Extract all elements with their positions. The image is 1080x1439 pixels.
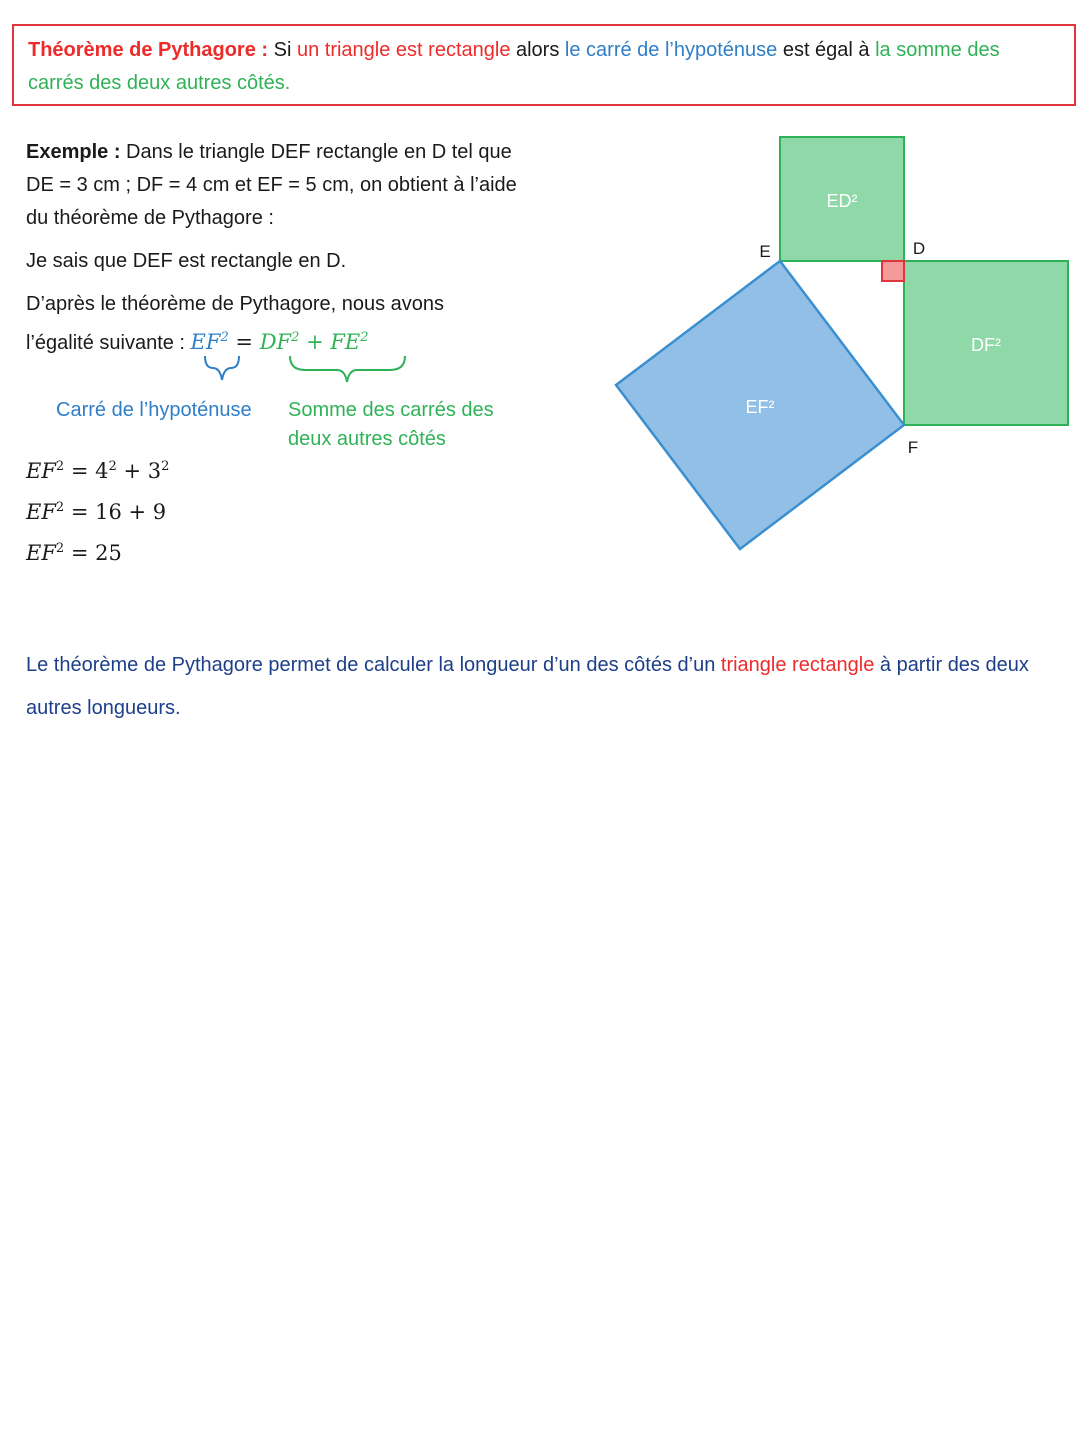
example-line-5: D’après le théorème de Pythagore, nous avons (26, 293, 445, 315)
brace-label-sum-2: deux autres côtés (288, 428, 446, 450)
theorem-title: Théorème de Pythagore : (28, 39, 269, 61)
example-line-2: DE = 3 cm ; DF = 4 cm et EF = 5 cm, on obtient à l’aide (26, 174, 517, 196)
conclusion-text-2: à partir des deux autres longueurs. (26, 654, 1029, 719)
brace-sum (290, 356, 405, 382)
theorem-sum-squares: la somme des carrés des deux autres côtés. (28, 39, 1000, 94)
example-intro: Dans le triangle DEF rectangle en D tel que (120, 141, 512, 163)
conclusion-triangle: triangle rectangle (720, 654, 875, 676)
vertex-f: F (907, 438, 919, 457)
label-df2: DF² (971, 335, 1001, 355)
theorem-box (12, 24, 1076, 106)
vertex-d: D (912, 239, 926, 258)
example-line-3: du théorème de Pythagore : (26, 207, 274, 229)
right-angle-marker (882, 261, 904, 281)
example-line-1 (26, 136, 512, 169)
calc-line-3: $EF^2 = 25$ (26, 541, 122, 565)
calc-line-2: $EF^2 = 16 + 9$ (26, 500, 167, 524)
conclusion-text-1: Le théorème de Pythagore permet de calculer la longueur d’un des côtés d’un (26, 654, 721, 676)
example-line-4: Je sais que DEF est rectangle en D. (26, 250, 347, 272)
example-label: Exemple : (26, 141, 121, 163)
theorem-hypotenuse-square: le carré de l’hypoténuse (564, 39, 778, 61)
theorem-text-2: alors (510, 39, 565, 61)
eq-right: $DF^2 + FE^2$ (259, 330, 369, 354)
brace-hypotenuse (205, 356, 239, 380)
theorem-text-3: est égal à (777, 39, 876, 61)
eq-equals: = (228, 330, 260, 354)
brace-label-hypotenuse: Carré de l’hypoténuse (56, 399, 252, 421)
theorem-condition: un triangle est rectangle (296, 39, 511, 61)
theorem-text-1: Si (268, 39, 297, 61)
conclusion (26, 644, 1071, 730)
pythagoras-figure (600, 125, 1080, 565)
vertex-e: E (759, 242, 771, 261)
calc-line-1: $EF^2 = 4^2 + 3^2$ (26, 459, 170, 483)
label-ed2: ED² (826, 191, 858, 211)
eq-left: $EF^2$ (190, 330, 229, 354)
equality-prefix: l’égalité suivante : (26, 332, 191, 354)
brace-label-sum-1: Somme des carrés des (288, 399, 494, 421)
label-ef2: EF² (745, 397, 775, 417)
braces (195, 352, 425, 392)
